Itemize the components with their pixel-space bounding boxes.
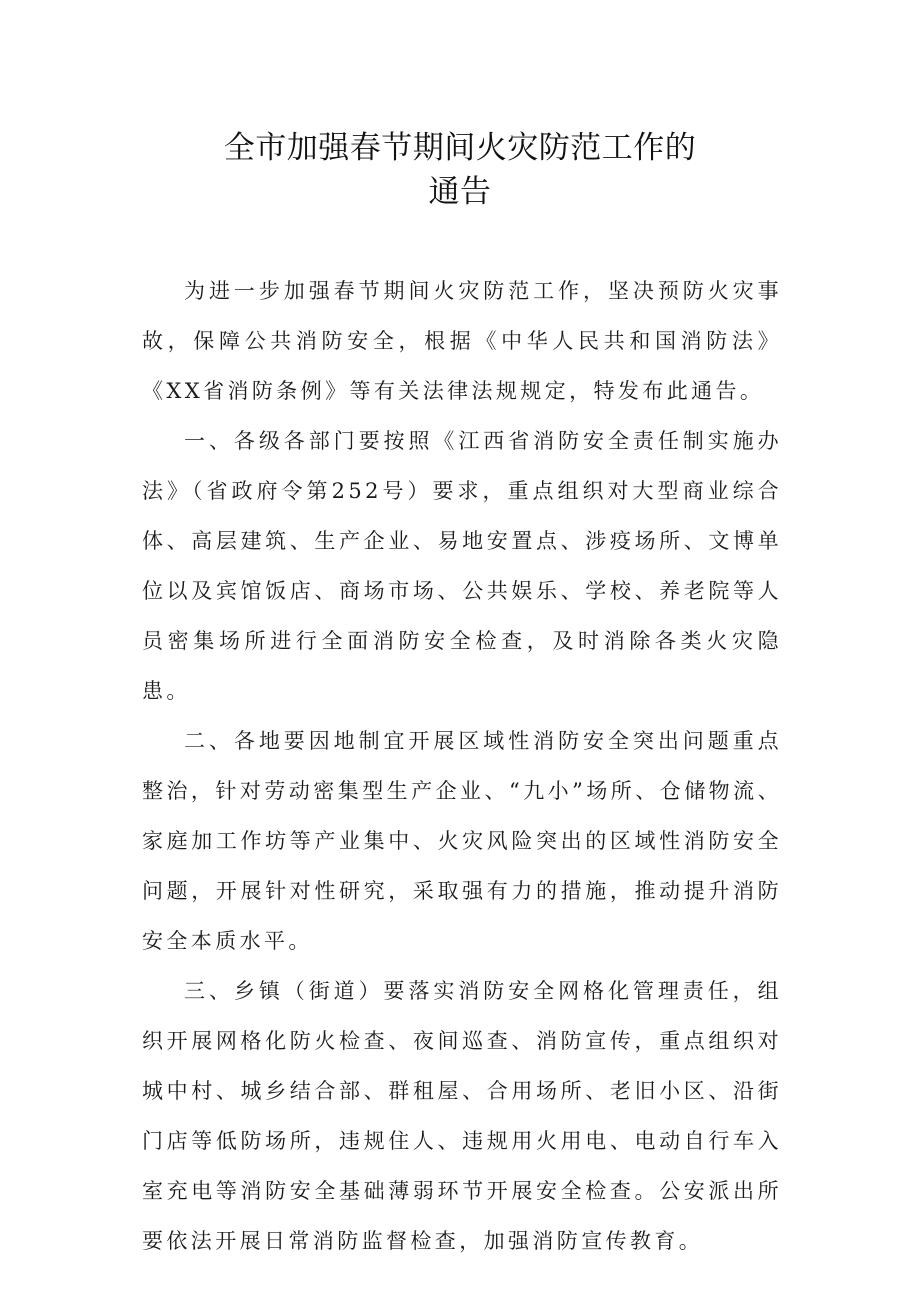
- document-title-line2: 通告: [428, 174, 492, 210]
- paragraph-item-1: 一、各级各部门要按照《江西省消防安全责任制实施办法》（省政府令第252号）要求，重点组织对大型商业综合体、高层建筑、生产企业、易地安置点、涉疫场所、文博单位以及宾馆饭店、商场市场、公共娱乐、学校、养老院等人员密集场所进行全面消防安全检查，及时消除各类火灾隐患。: [142, 429, 782, 703]
- paragraph-item-3: 三、乡镇（街道）要落实消防安全网格化管理责任，组织开展网格化防火检查、夜间巡查、消防宣传，重点组织对城中村、城乡结合部、群租屋、合用场所、老旧小区、沿街门店等低防场所，违规住人、违规用火用电、电动自行车入室充电等消防安全基础薄弱环节开展安全检查。公安派出所要依法开展日常消防监督检查，加强消防宣传教育。: [142, 979, 782, 1253]
- document-title-line1: 全市加强春节期间火灾防范工作的: [223, 130, 697, 166]
- document-body: [142, 266, 782, 1266]
- paragraph-intro: 为进一步加强春节期间火灾防范工作，坚决预防火灾事故，保障公共消防安全，根据《中华人民共和国消防法》《XX省消防条例》等有关法律法规规定，特发布此通告。: [142, 279, 782, 403]
- paragraph-item-2: 二、各地要因地制宜开展区域性消防安全突出问题重点整治，针对劳动密集型生产企业、“九小”场所、仓储物流、家庭加工作坊等产业集中、火灾风险突出的区域性消防安全问题，开展针对性研究，采取强有力的措施，推动提升消防安全本质水平。: [142, 729, 782, 953]
